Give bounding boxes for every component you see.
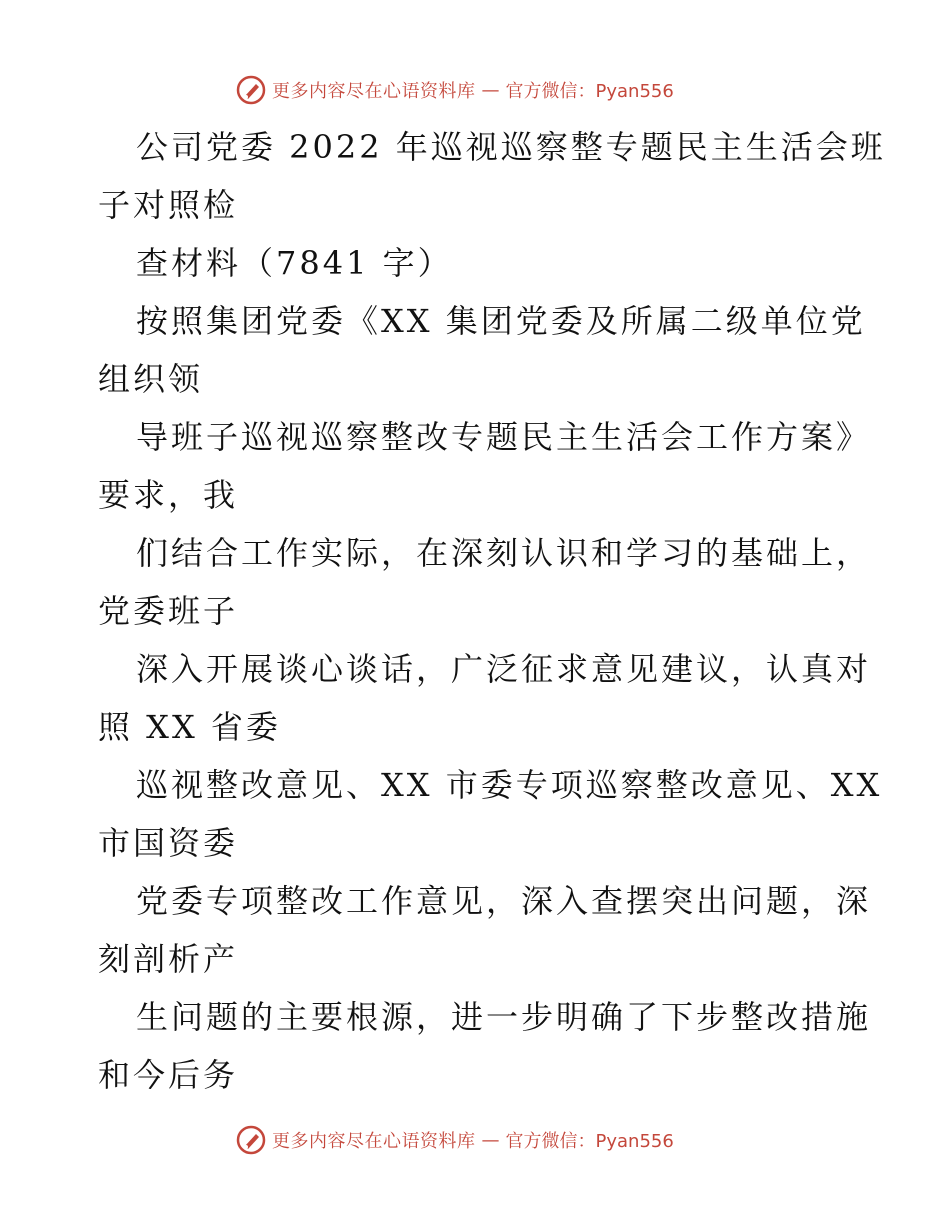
text-line: 查材料（7841 字）: [136, 244, 453, 282]
banner-text: 更多内容尽在心语资料库: [272, 81, 476, 102]
text-line: 要求，我: [98, 476, 239, 514]
text-line: 生问题的主要根源，进一步明确了下步整改措施: [136, 998, 872, 1036]
text-line: 按照集团党委《XX 集团党委及所属二级单位党: [136, 302, 866, 340]
pen-logo-icon: [236, 75, 266, 105]
text-line: 巡视整改意见、XX 市委专项巡察整改意见、XX: [136, 766, 883, 804]
text-line: 公司党委 2022 年巡视巡察整专题民主生活会班: [136, 128, 886, 166]
document-body: [98, 118, 886, 1104]
text-line: 照 XX 省委: [98, 708, 281, 746]
pen-logo-icon: [236, 1125, 266, 1155]
text-line: 深入开展谈心谈话，广泛征求意见建议，认真对: [136, 650, 872, 688]
text-line: 组织领: [98, 360, 204, 398]
text-line: 子对照检: [98, 186, 239, 224]
text-line: 党委班子: [98, 592, 239, 630]
text-line: 刻剖析产: [98, 940, 239, 978]
text-line: 和今后务: [98, 1056, 239, 1094]
banner-dash: —: [481, 79, 500, 101]
text-line: 党委专项整改工作意见，深入查摆突出问题，深: [136, 882, 872, 920]
text-line: 们结合工作实际，在深刻认识和学习的基础上，: [136, 534, 872, 572]
banner-dash: —: [481, 1129, 500, 1151]
banner-wechat: 官方微信：Pyan556: [505, 81, 674, 102]
text-line: 市国资委: [98, 824, 239, 862]
text-line: 导班子巡视巡察整改专题民主生活会工作方案》: [136, 418, 872, 456]
banner-text: 更多内容尽在心语资料库: [272, 1131, 476, 1152]
footer-banner: [236, 1123, 674, 1157]
banner-wechat: 官方微信：Pyan556: [505, 1131, 674, 1152]
header-banner: [236, 73, 674, 107]
